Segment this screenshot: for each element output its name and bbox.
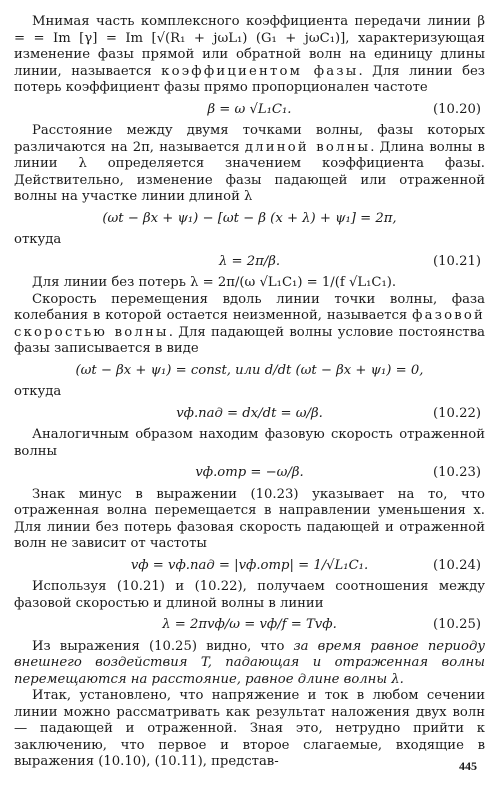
equation-number: (10.21): [432, 253, 481, 269]
text-span: Из выражения (10.25) видно, что: [32, 638, 294, 654]
label-otkuda: откуда: [14, 232, 62, 247]
equation-number: (10.23): [432, 465, 481, 480]
label-otkuda: откуда: [14, 384, 62, 399]
term-phase-velocity: фазовой скоростью волны: [14, 308, 485, 340]
equation-body: λ = 2πvф/ω = vф/f = Tvф.: [162, 617, 337, 632]
equation-body: β = ω √L₁C₁.: [207, 101, 292, 117]
italic-statement: за время равное периоду внешнего воздействия T, падающая и отраженная волны перемещаются на расстояние, равное длине волны λ.: [14, 638, 485, 687]
paragraph-period-conclusion: [14, 639, 485, 689]
term-wavelength: длиной волны: [244, 139, 371, 155]
equation-10-21: [14, 254, 485, 271]
term-phase-coefficient: коэффициентом фазы: [161, 63, 359, 79]
equation-body: vф.пад = dx/dt = ω/β.: [176, 405, 323, 421]
equation-number: (10.20): [432, 101, 481, 117]
paragraph-lossless-wavelength: Для линии без потерь λ = 2π/(ω √L₁C₁) = 1/(f √L₁C₁).: [32, 275, 397, 290]
equation-body: vф = vф.пад = |vф.отр| = 1/√L₁C₁.: [130, 557, 369, 573]
paragraph-reflected-velocity: Аналогичным образом находим фазовую скорость отраженной волны: [14, 427, 485, 459]
paragraph-using-relations: Используя (10.21) и (10.22), получаем соотношения между фазовой скоростью и длиной волны в линии: [14, 579, 485, 611]
equation-number: (10.22): [432, 405, 481, 421]
text-span: Скорость перемещения вдоль линии точки волны, фаза колебания в которой остается неизменной, называется: [14, 291, 485, 323]
text-span: Мнимая часть комплексного коэффициента передачи линии β = = Im [γ] = Im [√(R₁ + jωL₁) (G₁ + jωC₁)], характеризующая изменение фазы прямой или обратной волн на единицу длины линии, называется: [14, 14, 485, 79]
equation-body: (ωt − βx + ψ₁) = const, или d/dt (ωt − βx + ψ₁) = 0,: [75, 362, 424, 378]
equation-10-24: [14, 558, 485, 575]
equation-constant-phase: [14, 363, 485, 380]
paragraph-superposition: Итак, установлено, что напряжение и ток в любом сечении линии можно рассматривать как результат наложения двух волн — падающей и отраженной. Зная это, нетрудно прийти к заключению, что первое и второе слагаемые, входящие в выражения (10.10), (10.11), представ-: [14, 688, 485, 769]
text-span: . Для линии без потерь коэффициент фазы прямо пропорционален частоте: [14, 63, 486, 95]
paragraph-wavelength: [14, 123, 485, 206]
equation-10-20: [14, 102, 485, 119]
text-span: . Длина волны в линии λ определяется значением коэффициента фазы. Действительно, изменение фазы падающей или отраженной волны на участке линии длиной λ: [14, 139, 485, 204]
text-span: . Для падающей волны условие постоянства фазы записывается в виде: [14, 324, 485, 356]
paragraph-phase-velocity: [14, 292, 485, 358]
equation-10-25: [14, 617, 485, 634]
equation-body: vф.отр = −ω/β.: [195, 465, 304, 480]
paragraph-phase-coefficient: [14, 14, 485, 97]
equation-body: λ = 2π/β.: [218, 253, 281, 269]
equation-body: (ωt − βx + ψ₁) − [ωt − β (x + λ) + ψ₁] = 2π,: [102, 210, 397, 226]
equation-number: (10.25): [432, 617, 481, 632]
text-span: Расстояние между двумя точками волны, фазы которых различаются на 2π, называется: [14, 123, 485, 155]
paragraph-minus-sign: Знак минус в выражении (10.23) указывает на то, что отраженная волна перемещается в направлении уменьшения x. Для линии без потерь фазовая скорость падающей и отраженной волн не зависит от частоты: [14, 486, 485, 551]
page-number: 445: [459, 759, 477, 773]
equation-10-22: [14, 406, 485, 423]
equation-10-23: [14, 465, 485, 482]
equation-number: (10.24): [432, 557, 481, 573]
equation-phase-difference: [14, 211, 485, 228]
